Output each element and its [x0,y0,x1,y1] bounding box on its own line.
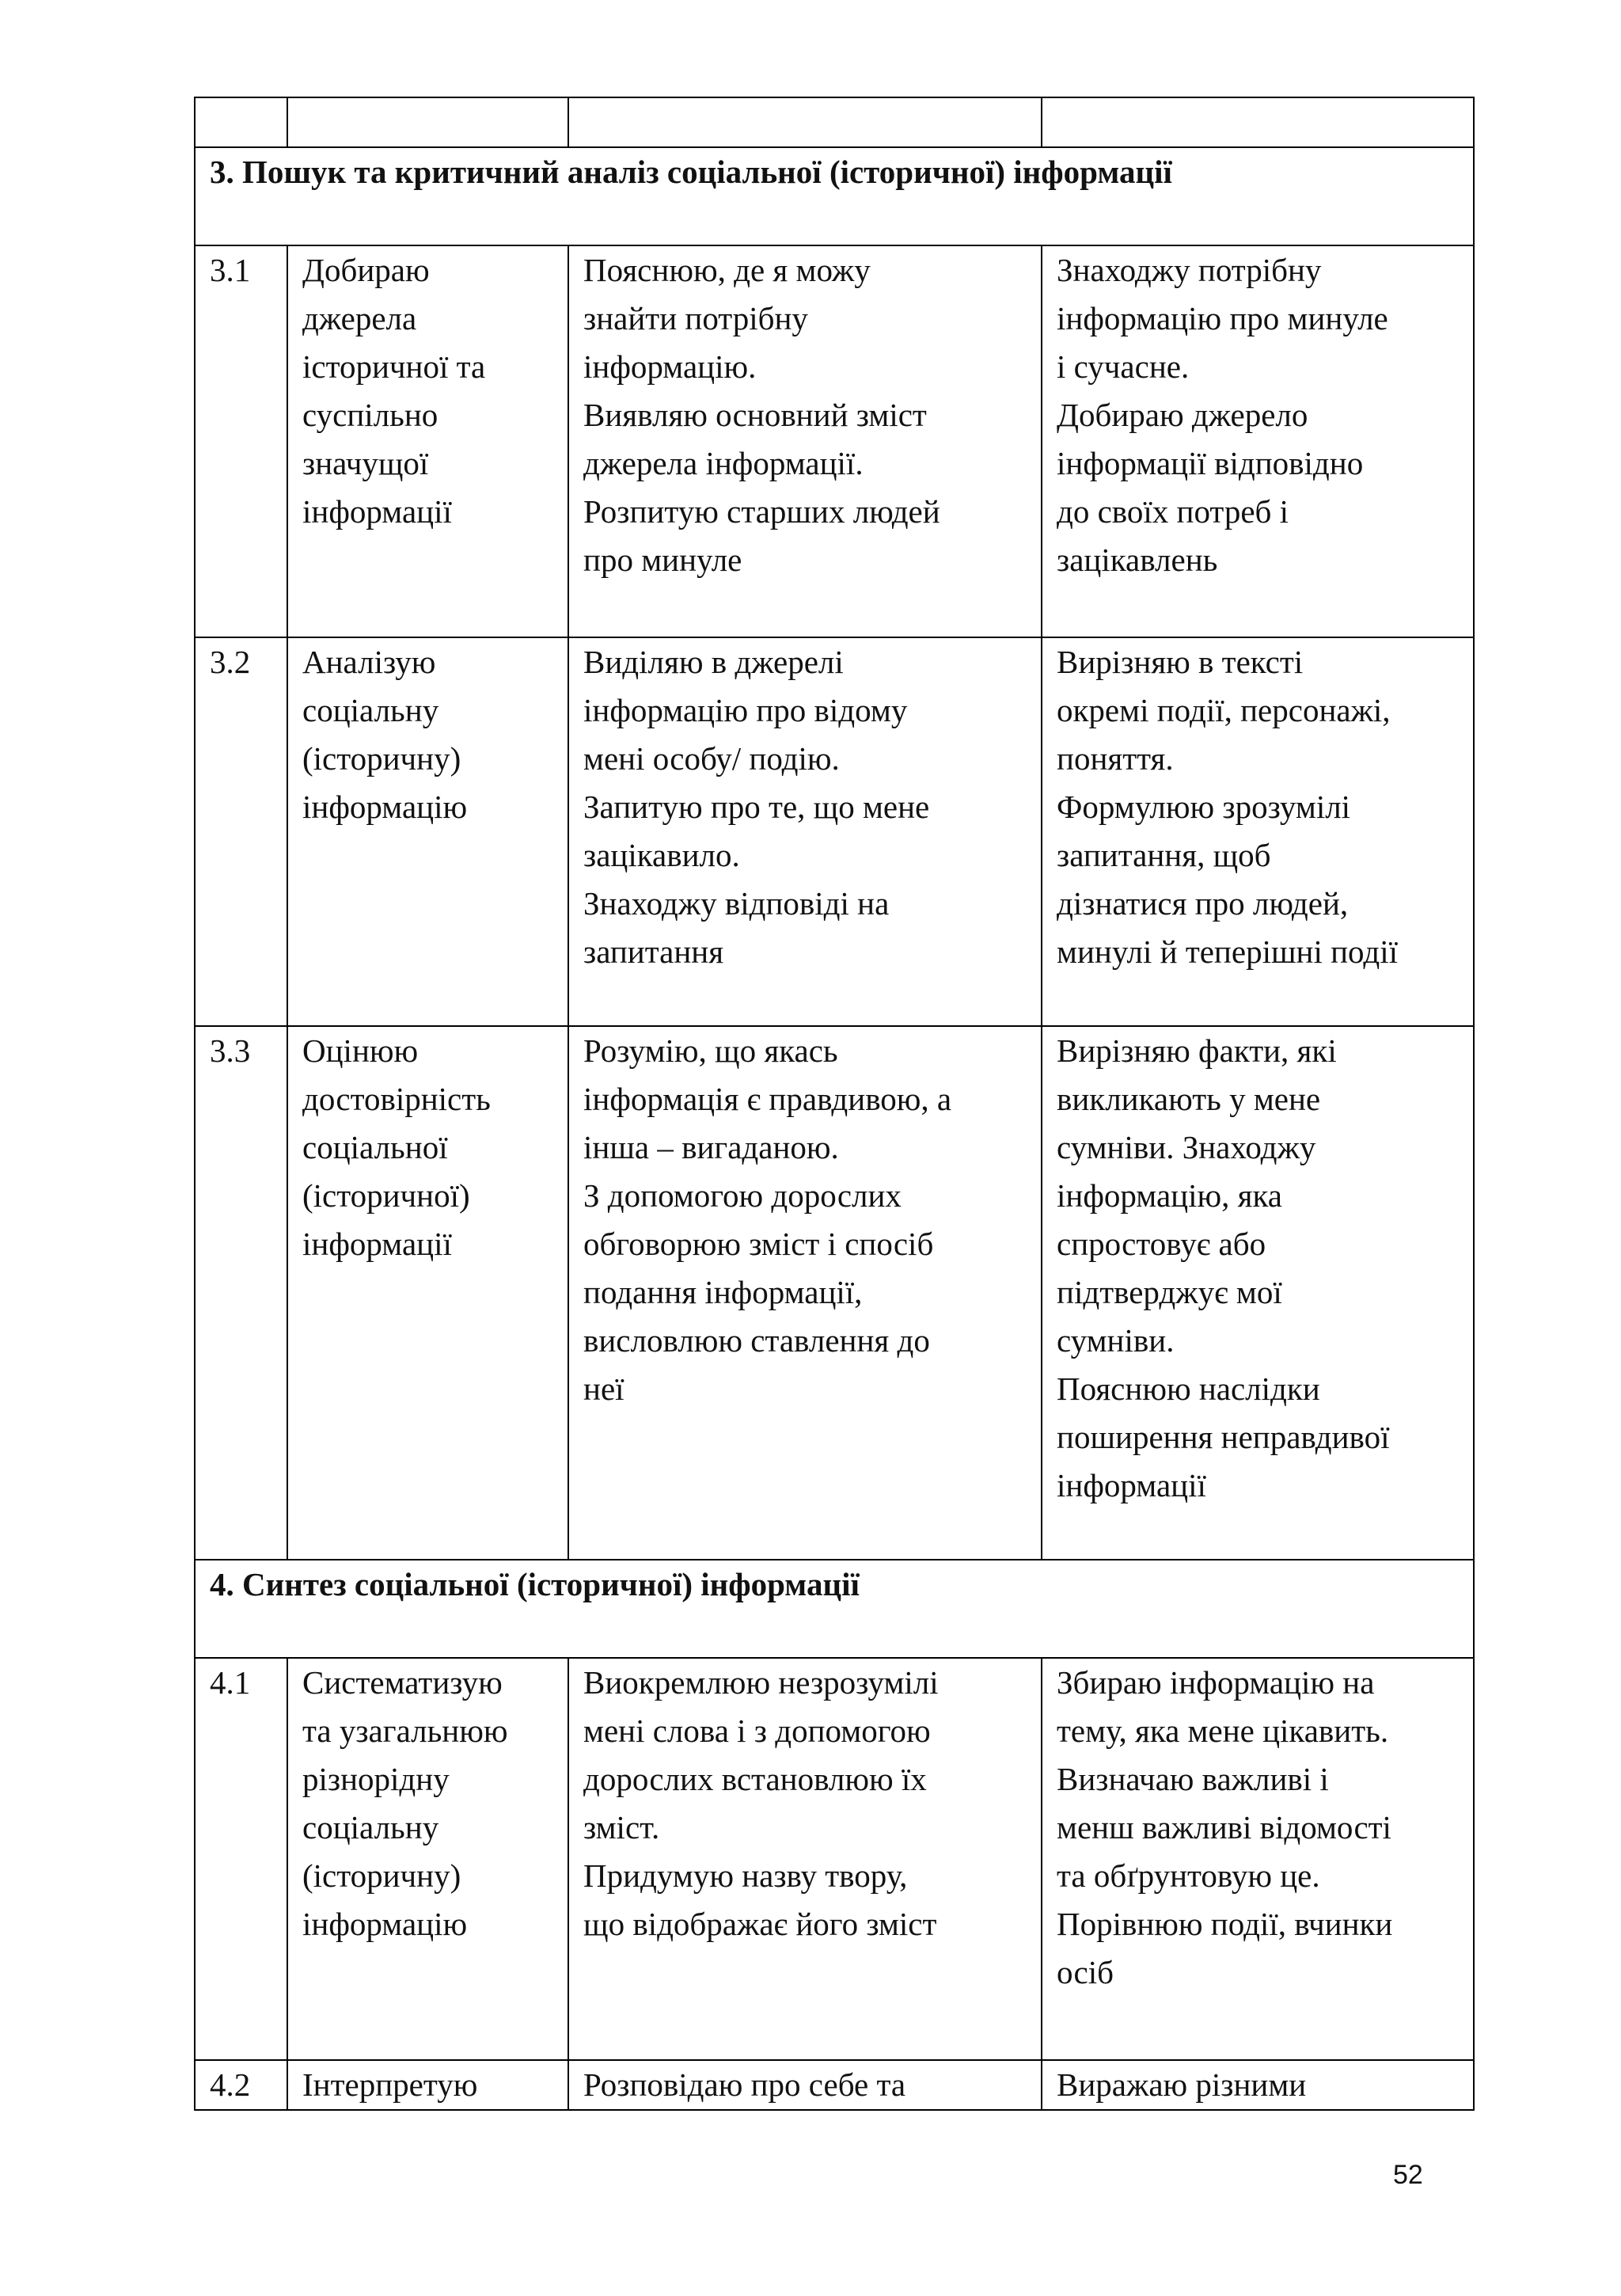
section-title: 4. Синтез соціальної (історичної) інформації [195,1560,1474,1658]
basic-level-cell: Пояснюю, де я можу знайти потрібну інформацію. Виявляю основний зміст джерела інформації. Розпитую старших людей про минуле [568,245,1042,637]
header-cell-advanced [1042,97,1474,147]
advanced-level-cell: Вирізняю факти, які викликають у мене сумніви. Знаходжу інформацію, яка спростовує або підтверджує мої сумніви. Пояснюю наслідки поширення неправдивої інформації [1042,1026,1474,1560]
section-header-row [195,1560,1474,1658]
table-row [195,1026,1474,1560]
row-number: 3.1 [195,245,287,637]
row-number: 4.2 [195,2060,287,2110]
advanced-level-cell: Вирізняю в тексті окремі події, персонажі, поняття. Формулюю зрозумілі запитання, щоб дізнатися про людей, минулі й теперішні події [1042,637,1474,1026]
row-number: 3.2 [195,637,287,1026]
competency-table [194,97,1475,2111]
section-title: 3. Пошук та критичний аналіз соціальної (історичної) інформації [195,147,1474,245]
table-row [195,1658,1474,2060]
skill-cell: Добираю джерела історичної та суспільно значущої інформації [287,245,568,637]
table-row [195,245,1474,637]
row-number: 3.3 [195,1026,287,1560]
basic-level-cell: Виокремлюю незрозумілі мені слова і з допомогою дорослих встановлюю їх зміст. Придумую назву твору, що відображає його зміст [568,1658,1042,2060]
section-header-row [195,147,1474,245]
skill-cell: Аналізую соціальну (історичну) інформацію [287,637,568,1026]
row-number: 4.1 [195,1658,287,2060]
advanced-level-cell: Виражаю різними [1042,2060,1474,2110]
header-cell-skill [287,97,568,147]
header-cell-basic [568,97,1042,147]
skill-cell: Інтерпретую [287,2060,568,2110]
basic-level-cell: Розповідаю про себе та [568,2060,1042,2110]
skill-cell: Оцінюю достовірність соціальної (історичної) інформації [287,1026,568,1560]
table-header-row [195,97,1474,147]
page-number: 52 [1393,2160,1423,2190]
basic-level-cell: Виділяю в джерелі інформацію про відому мені особу/ подію. Запитую про те, що мене зацікавило. Знаходжу відповіді на запитання [568,637,1042,1026]
skill-cell: Систематизую та узагальнюю різнорідну соціальну (історичну) інформацію [287,1658,568,2060]
advanced-level-cell: Збираю інформацію на тему, яка мене цікавить. Визначаю важливі і менш важливі відомості та обґрунтовую це. Порівнюю події, вчинки осіб [1042,1658,1474,2060]
table-row [195,2060,1474,2110]
table-row [195,637,1474,1026]
basic-level-cell: Розумію, що якась інформація є правдивою, а інша – вигаданою. З допомогою дорослих обговорюю зміст і спосіб подання інформації, висловлюю ставлення до неї [568,1026,1042,1560]
advanced-level-cell: Знаходжу потрібну інформацію про минуле і сучасне. Добираю джерело інформації відповідно до своїх потреб і зацікавлень [1042,245,1474,637]
header-cell-num [195,97,287,147]
